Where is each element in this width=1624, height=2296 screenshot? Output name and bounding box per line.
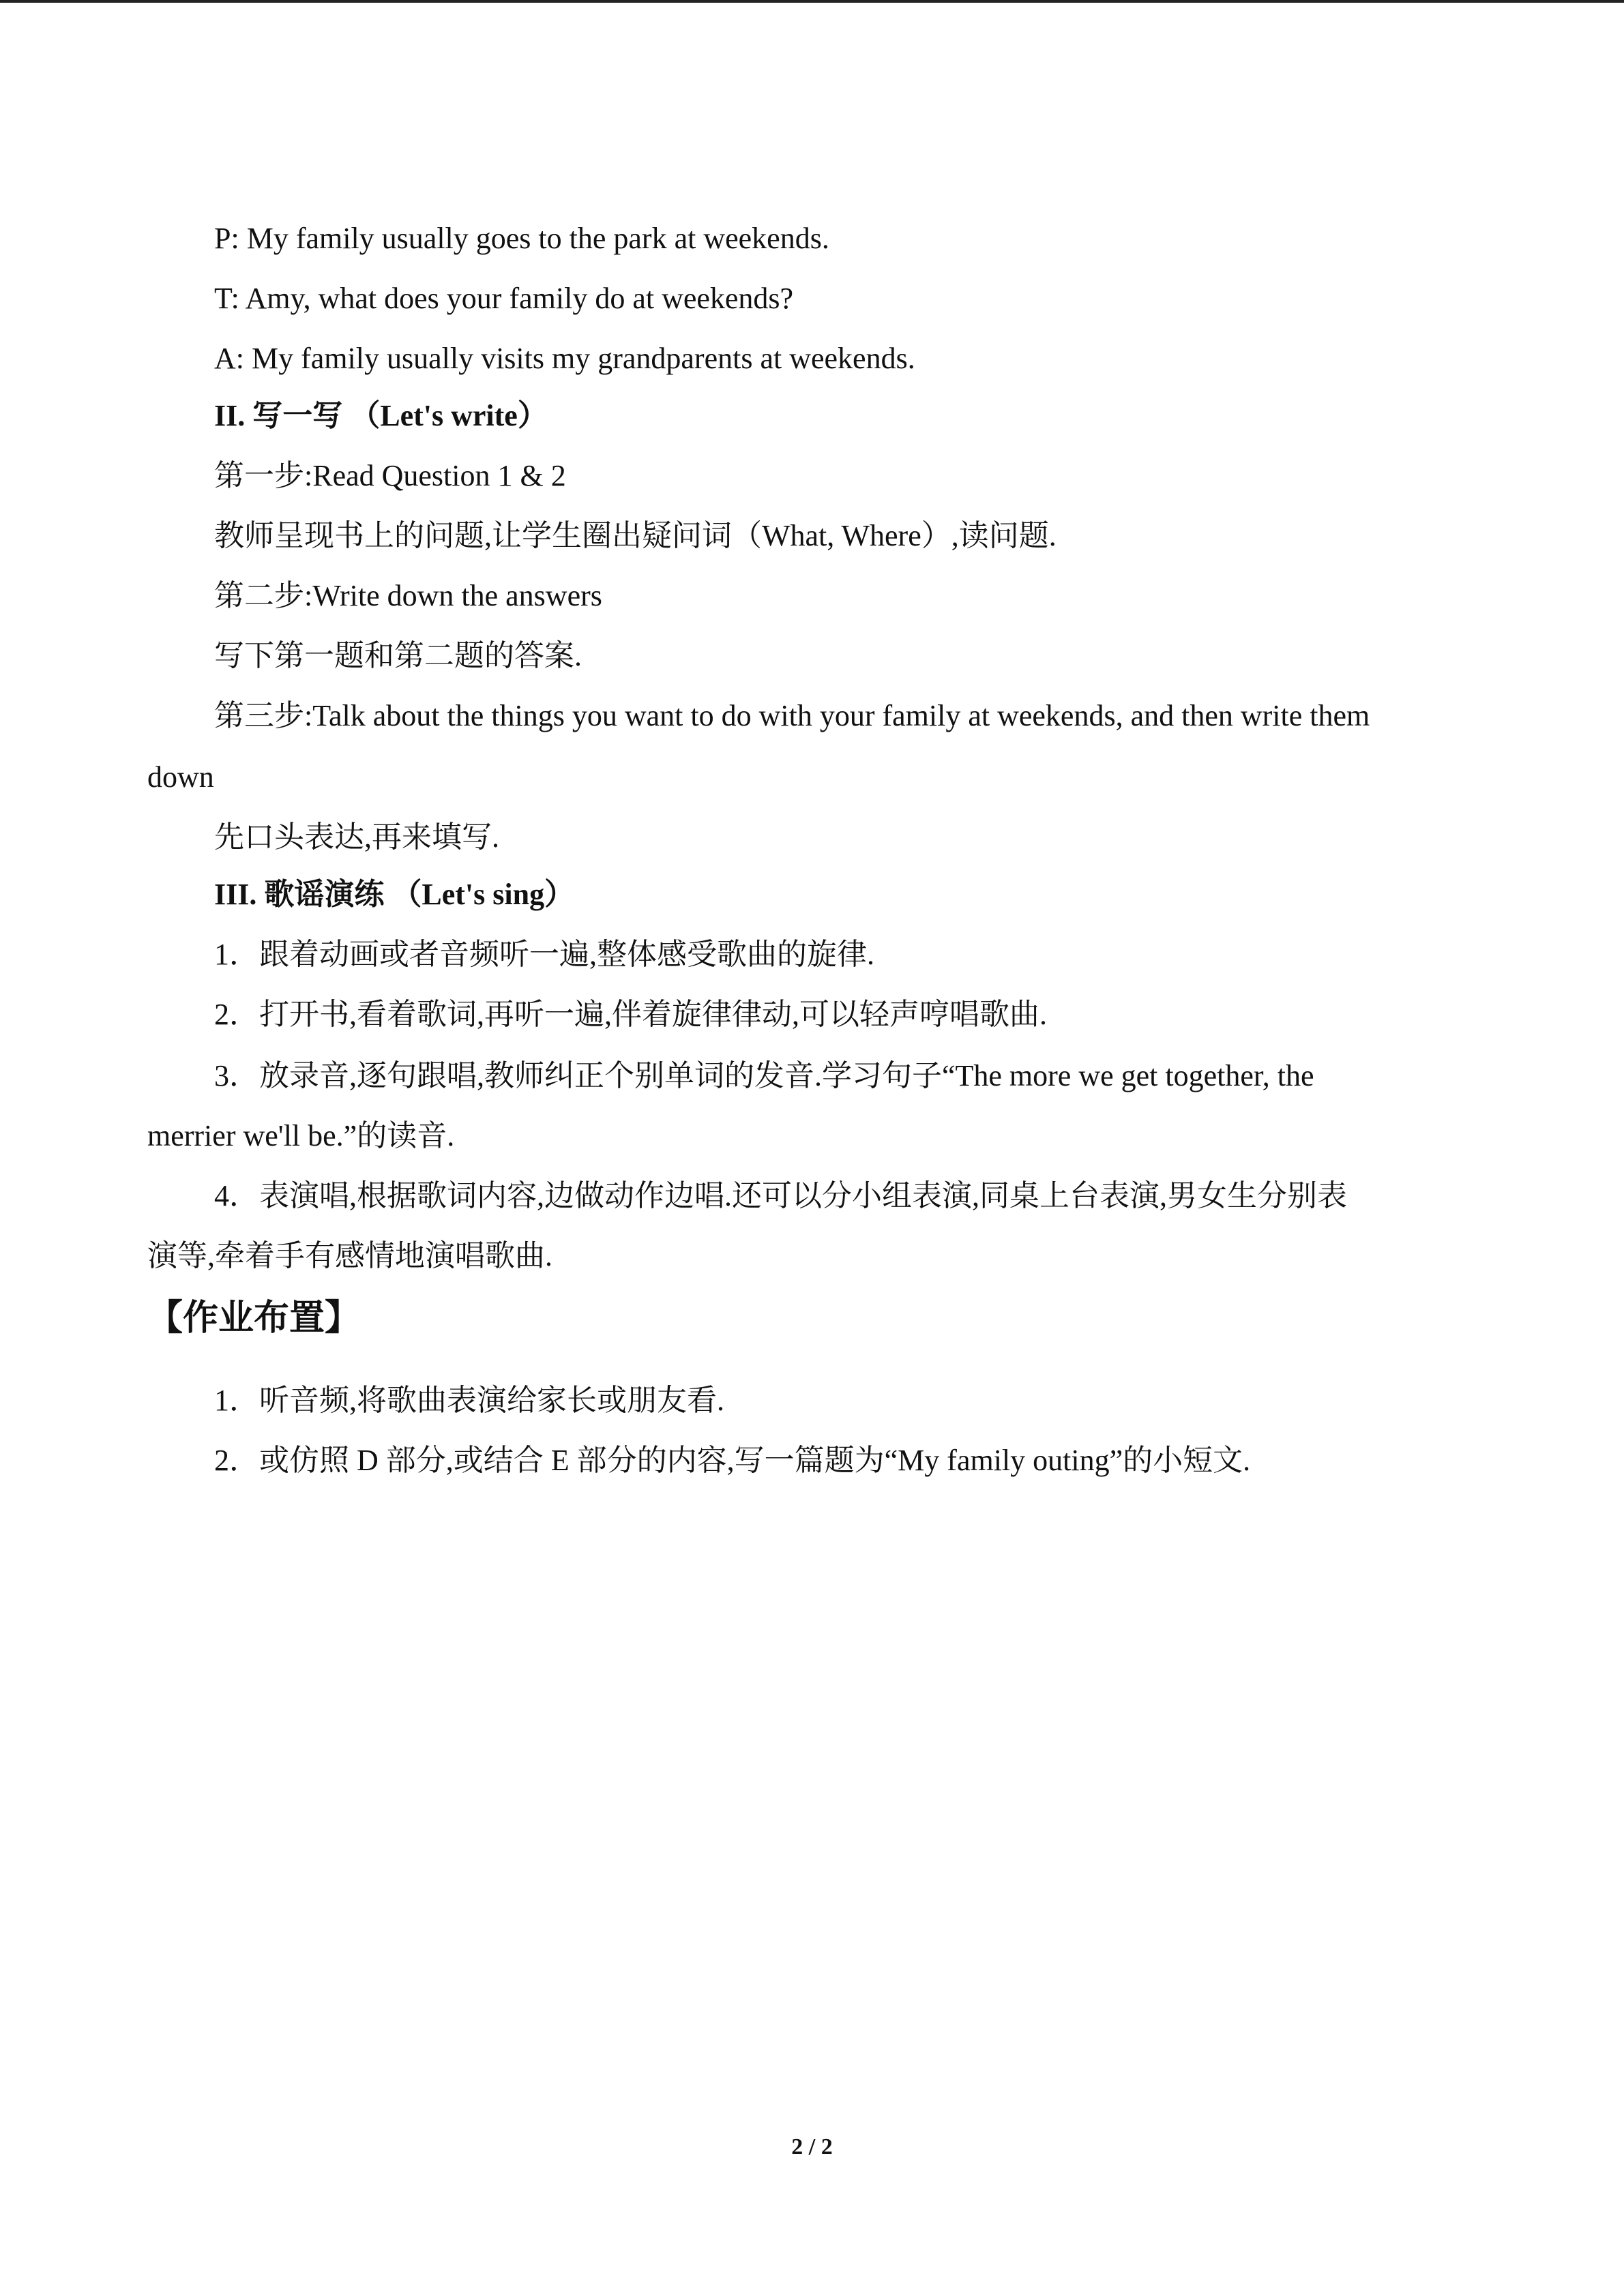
page-number: 2 / 2 bbox=[791, 2134, 833, 2160]
sing-item-4-line-2: 演等,牵着手有感情地演唱歌曲. bbox=[147, 1239, 552, 1272]
write-step-2: 第二步:Write down the answers bbox=[214, 579, 602, 612]
write-step-1: 第一步:Read Question 1 & 2 bbox=[214, 459, 566, 492]
write-step-3-line-2: down bbox=[147, 760, 214, 794]
sing-heading: III. 歌谣演练 （Let's sing） bbox=[214, 878, 575, 911]
dialogue-line-t: T: Amy, what does your family do at weekends? bbox=[214, 282, 794, 315]
sing-item-2: 2．打开书,看着歌词,再听一遍,伴着旋律律动,可以轻声哼唱歌曲. bbox=[214, 998, 1047, 1031]
homework-item-2: 2．或仿照 D 部分,或结合 E 部分的内容,写一篇题为“My family outing”的小短文. bbox=[214, 1444, 1251, 1477]
top-border bbox=[0, 0, 1624, 3]
write-step-3-desc: 先口头表达,再来填写. bbox=[214, 820, 499, 854]
sing-item-3-line-1: 3．放录音,逐句跟唱,教师纠正个别单词的发音.学习句子“The more we get together, the bbox=[214, 1059, 1314, 1092]
dialogue-line-a: A: My family usually visits my grandparents at weekends. bbox=[214, 342, 915, 375]
dialogue-line-p: P: My family usually goes to the park at weekends. bbox=[214, 222, 829, 255]
sing-item-1: 1．跟着动画或者音频听一遍,整体感受歌曲的旋律. bbox=[214, 938, 874, 971]
write-heading: II. 写一写 （Let's write） bbox=[214, 399, 548, 432]
write-step-2-desc: 写下第一题和第二题的答案. bbox=[214, 639, 582, 672]
write-step-3-line-1: 第三步:Talk about the things you want to do with your family at weekends, and then write them bbox=[214, 699, 1370, 732]
sing-item-4-line-1: 4．表演唱,根据歌词内容,边做动作边唱.还可以分小组表演,同桌上台表演,男女生分别表 bbox=[214, 1179, 1347, 1212]
sing-item-3-line-2: merrier we'll be.”的读音. bbox=[147, 1119, 455, 1152]
homework-heading: 【作业布置】 bbox=[147, 1298, 361, 1339]
write-step-1-desc: 教师呈现书上的问题,让学生圈出疑问词（What, Where）,读问题. bbox=[214, 519, 1057, 552]
homework-item-1: 1．听音频,将歌曲表演给家长或朋友看. bbox=[214, 1384, 724, 1417]
